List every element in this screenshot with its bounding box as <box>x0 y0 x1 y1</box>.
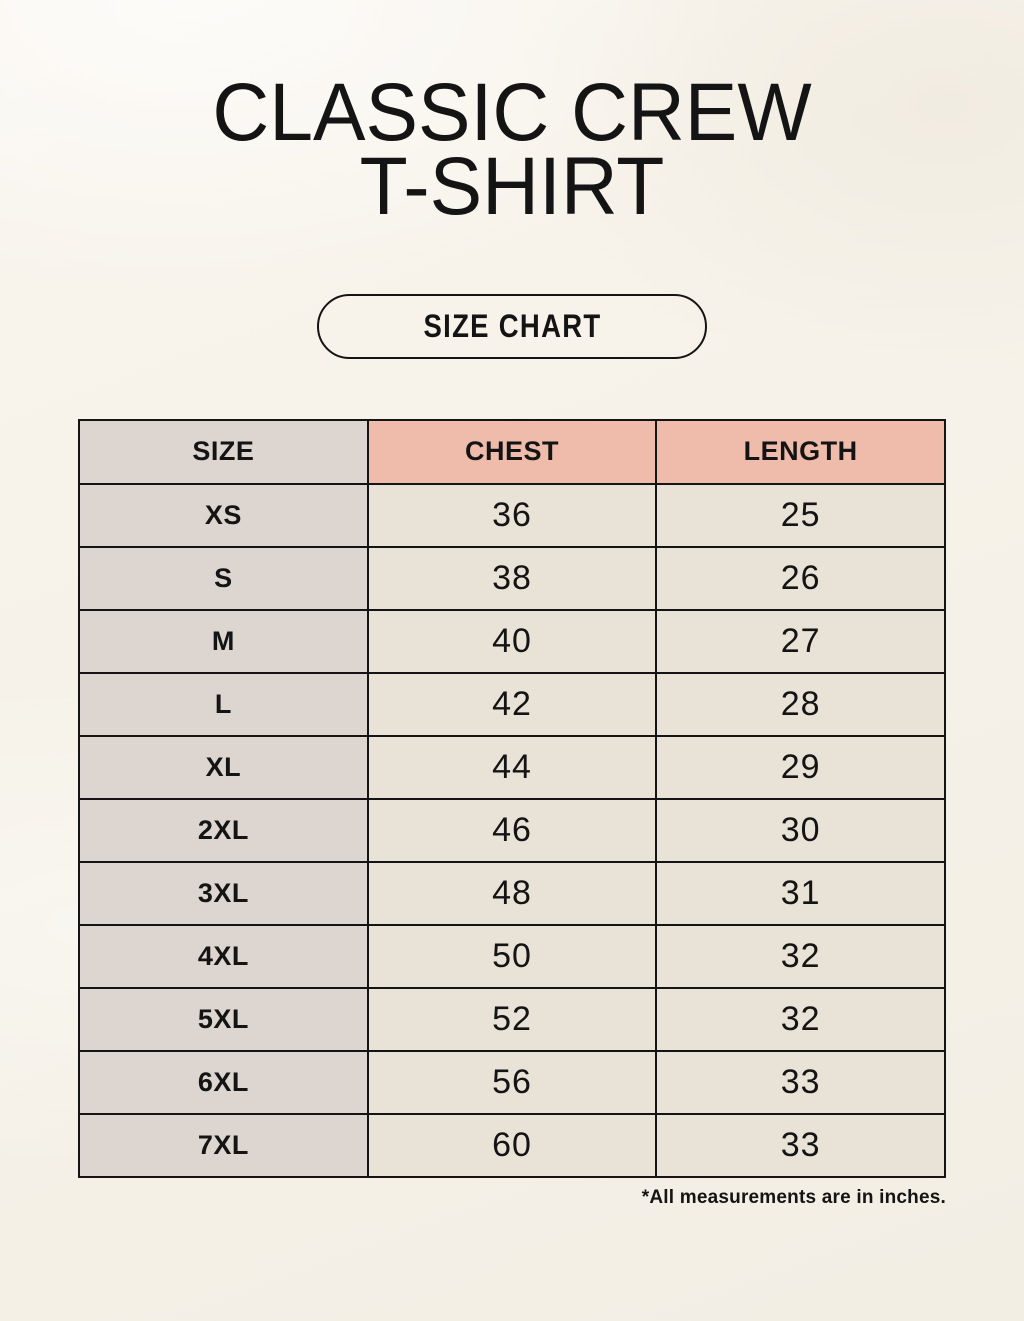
measurements-footnote: *All measurements are in inches. <box>641 1186 946 1208</box>
title-line-2: T-SHIRT <box>359 140 665 232</box>
column-header-length: LENGTH <box>656 420 945 484</box>
size-cell: L <box>79 673 368 736</box>
length-cell: 27 <box>656 610 945 673</box>
size-cell: 7XL <box>79 1114 368 1177</box>
chest-cell: 60 <box>368 1114 657 1177</box>
table-row <box>79 799 945 862</box>
chest-cell: 46 <box>368 799 657 862</box>
column-header-chest: CHEST <box>368 420 657 484</box>
size-chart-button[interactable] <box>317 294 707 359</box>
size-cell: 4XL <box>79 925 368 988</box>
size-cell: XL <box>79 736 368 799</box>
length-cell: 30 <box>656 799 945 862</box>
length-cell: 32 <box>656 925 945 988</box>
size-cell: 2XL <box>79 799 368 862</box>
table-row <box>79 1114 945 1177</box>
length-cell: 31 <box>656 862 945 925</box>
length-cell: 32 <box>656 988 945 1051</box>
table-row <box>79 484 945 547</box>
length-cell: 28 <box>656 673 945 736</box>
chest-cell: 40 <box>368 610 657 673</box>
title-line-1: CLASSIC CREW <box>212 67 812 158</box>
size-cell: 5XL <box>79 988 368 1051</box>
length-cell: 26 <box>656 547 945 610</box>
size-chart-button-label: SIZE CHART <box>422 307 602 344</box>
chest-cell: 56 <box>368 1051 657 1114</box>
table-row <box>79 862 945 925</box>
table-row <box>79 925 945 988</box>
table-row <box>79 1051 945 1114</box>
size-cell: 6XL <box>79 1051 368 1114</box>
chest-cell: 44 <box>368 736 657 799</box>
chest-cell: 42 <box>368 673 657 736</box>
length-cell: 33 <box>656 1114 945 1177</box>
size-cell: S <box>79 547 368 610</box>
size-cell: 3XL <box>79 862 368 925</box>
length-cell: 33 <box>656 1051 945 1114</box>
chest-cell: 38 <box>368 547 657 610</box>
size-cell: M <box>79 610 368 673</box>
length-cell: 25 <box>656 484 945 547</box>
chest-cell: 36 <box>368 484 657 547</box>
page-title <box>20 0 1003 232</box>
length-cell: 29 <box>656 736 945 799</box>
chest-cell: 50 <box>368 925 657 988</box>
table-row <box>79 547 945 610</box>
table-row <box>79 988 945 1051</box>
chest-cell: 52 <box>368 988 657 1051</box>
table-row <box>79 673 945 736</box>
chest-cell: 48 <box>368 862 657 925</box>
table-row <box>79 736 945 799</box>
column-header-size: SIZE <box>79 420 368 484</box>
table-header-row <box>79 420 945 484</box>
size-table <box>78 419 946 1178</box>
size-cell: XS <box>79 484 368 547</box>
table-row <box>79 610 945 673</box>
